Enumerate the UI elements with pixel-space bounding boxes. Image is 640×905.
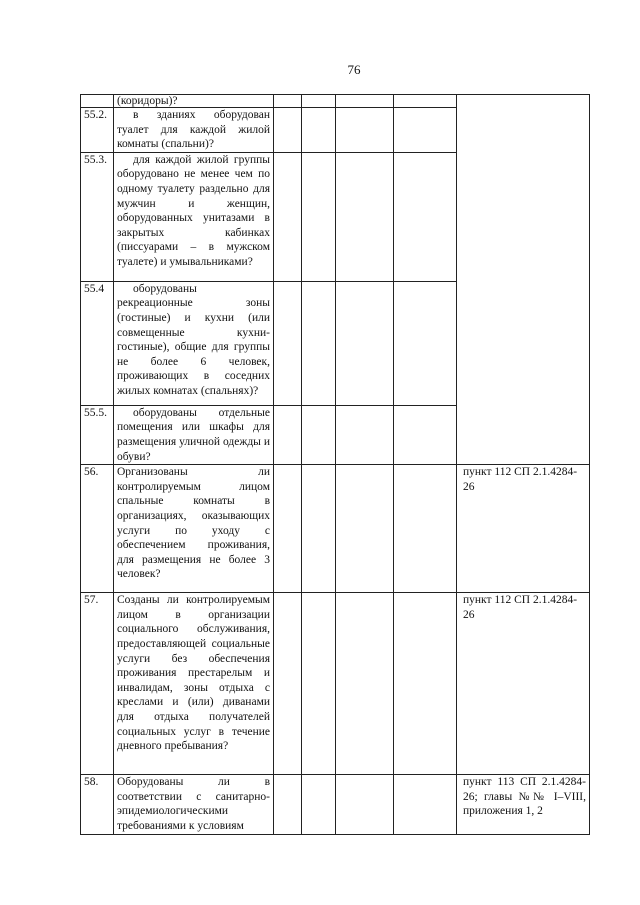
- note-cell: [394, 108, 457, 153]
- row-question: в зданиях оборудован туалет для каждой жилой комнаты (спальни)?: [114, 108, 274, 153]
- requirement-reference-cell: пункт 112 СП 2.1.4284-26: [457, 593, 590, 775]
- answer-no-cell: [302, 405, 336, 464]
- row-number: 55.5.: [81, 405, 114, 464]
- row-number: [81, 95, 114, 108]
- answer-na-cell: [336, 152, 394, 281]
- answer-no-cell: [302, 281, 336, 405]
- row-question: Организованы ли контролируемым лицом спальные комнаты в организациях, оказывающих услуги по уходу с обеспечением проживания, для размещения не более 3 человек?: [114, 465, 274, 593]
- table-row: [81, 95, 590, 108]
- requirement-reference-cell: пункт 113 СП 2.1.4284-26; главы №№ I–VIII, приложения 1, 2: [457, 775, 590, 834]
- answer-yes-cell: [274, 775, 302, 834]
- note-cell: [394, 281, 457, 405]
- table-row: [81, 465, 590, 593]
- note-cell: [394, 465, 457, 593]
- row-number: 57.: [81, 593, 114, 775]
- answer-no-cell: [302, 152, 336, 281]
- note-cell: [394, 775, 457, 834]
- note-cell: [394, 152, 457, 281]
- answer-no-cell: [302, 95, 336, 108]
- note-cell: [394, 593, 457, 775]
- answer-no-cell: [302, 593, 336, 775]
- page-number: 76: [347, 62, 361, 77]
- answer-yes-cell: [274, 593, 302, 775]
- answer-na-cell: [336, 775, 394, 834]
- answer-no-cell: [302, 775, 336, 834]
- answer-yes-cell: [274, 465, 302, 593]
- answer-yes-cell: [274, 95, 302, 108]
- note-cell: [394, 95, 457, 108]
- checklist-table: [80, 94, 590, 835]
- row-question: Созданы ли контролируемым лицом в организации социального обслуживания, предоставляющей социальные услуги без обеспечения проживания престарелым и инвалидам, зоны отдыха с креслами и (или) диванами для отдыха получателей социальных услуг в течение дневного пребывания?: [114, 593, 274, 775]
- answer-yes-cell: [274, 405, 302, 464]
- requirement-reference-cell: пункт 112 СП 2.1.4284-26: [457, 465, 590, 593]
- answer-yes-cell: [274, 152, 302, 281]
- answer-no-cell: [302, 465, 336, 593]
- row-question: оборудованы отдельные помещения или шкафы для размещения уличной одежды и обуви?: [114, 405, 274, 464]
- row-number: 55.3.: [81, 152, 114, 281]
- row-question: Оборудованы ли в соответствии с санитарно-эпидемиологическими требованиями к условиям: [114, 775, 274, 834]
- answer-yes-cell: [274, 281, 302, 405]
- table-row: [81, 775, 590, 834]
- row-number: 58.: [81, 775, 114, 834]
- row-question: (коридоры)?: [114, 95, 274, 108]
- answer-na-cell: [336, 405, 394, 464]
- table-row: [81, 593, 590, 775]
- row-question: оборудованы рекреационные зоны (гостиные) и кухни (или совмещенные кухни-гостиные), общие для группы не более 6 человек, проживающих в соседних жилых комнатах (спальнях)?: [114, 281, 274, 405]
- answer-na-cell: [336, 95, 394, 108]
- answer-na-cell: [336, 281, 394, 405]
- answer-yes-cell: [274, 108, 302, 153]
- row-question: для каждой жилой группы оборудовано не менее чем по одному туалету раздельно для мужчин и женщин, оборудованных унитазами в закрытых кабинках (писсуарами – в мужском туалете) и умывальниками?: [114, 152, 274, 281]
- row-number: 55.4: [81, 281, 114, 405]
- row-number: 55.2.: [81, 108, 114, 153]
- answer-na-cell: [336, 465, 394, 593]
- requirement-reference-cell: [457, 95, 590, 465]
- answer-na-cell: [336, 108, 394, 153]
- row-number: 56.: [81, 465, 114, 593]
- answer-no-cell: [302, 108, 336, 153]
- answer-na-cell: [336, 593, 394, 775]
- note-cell: [394, 405, 457, 464]
